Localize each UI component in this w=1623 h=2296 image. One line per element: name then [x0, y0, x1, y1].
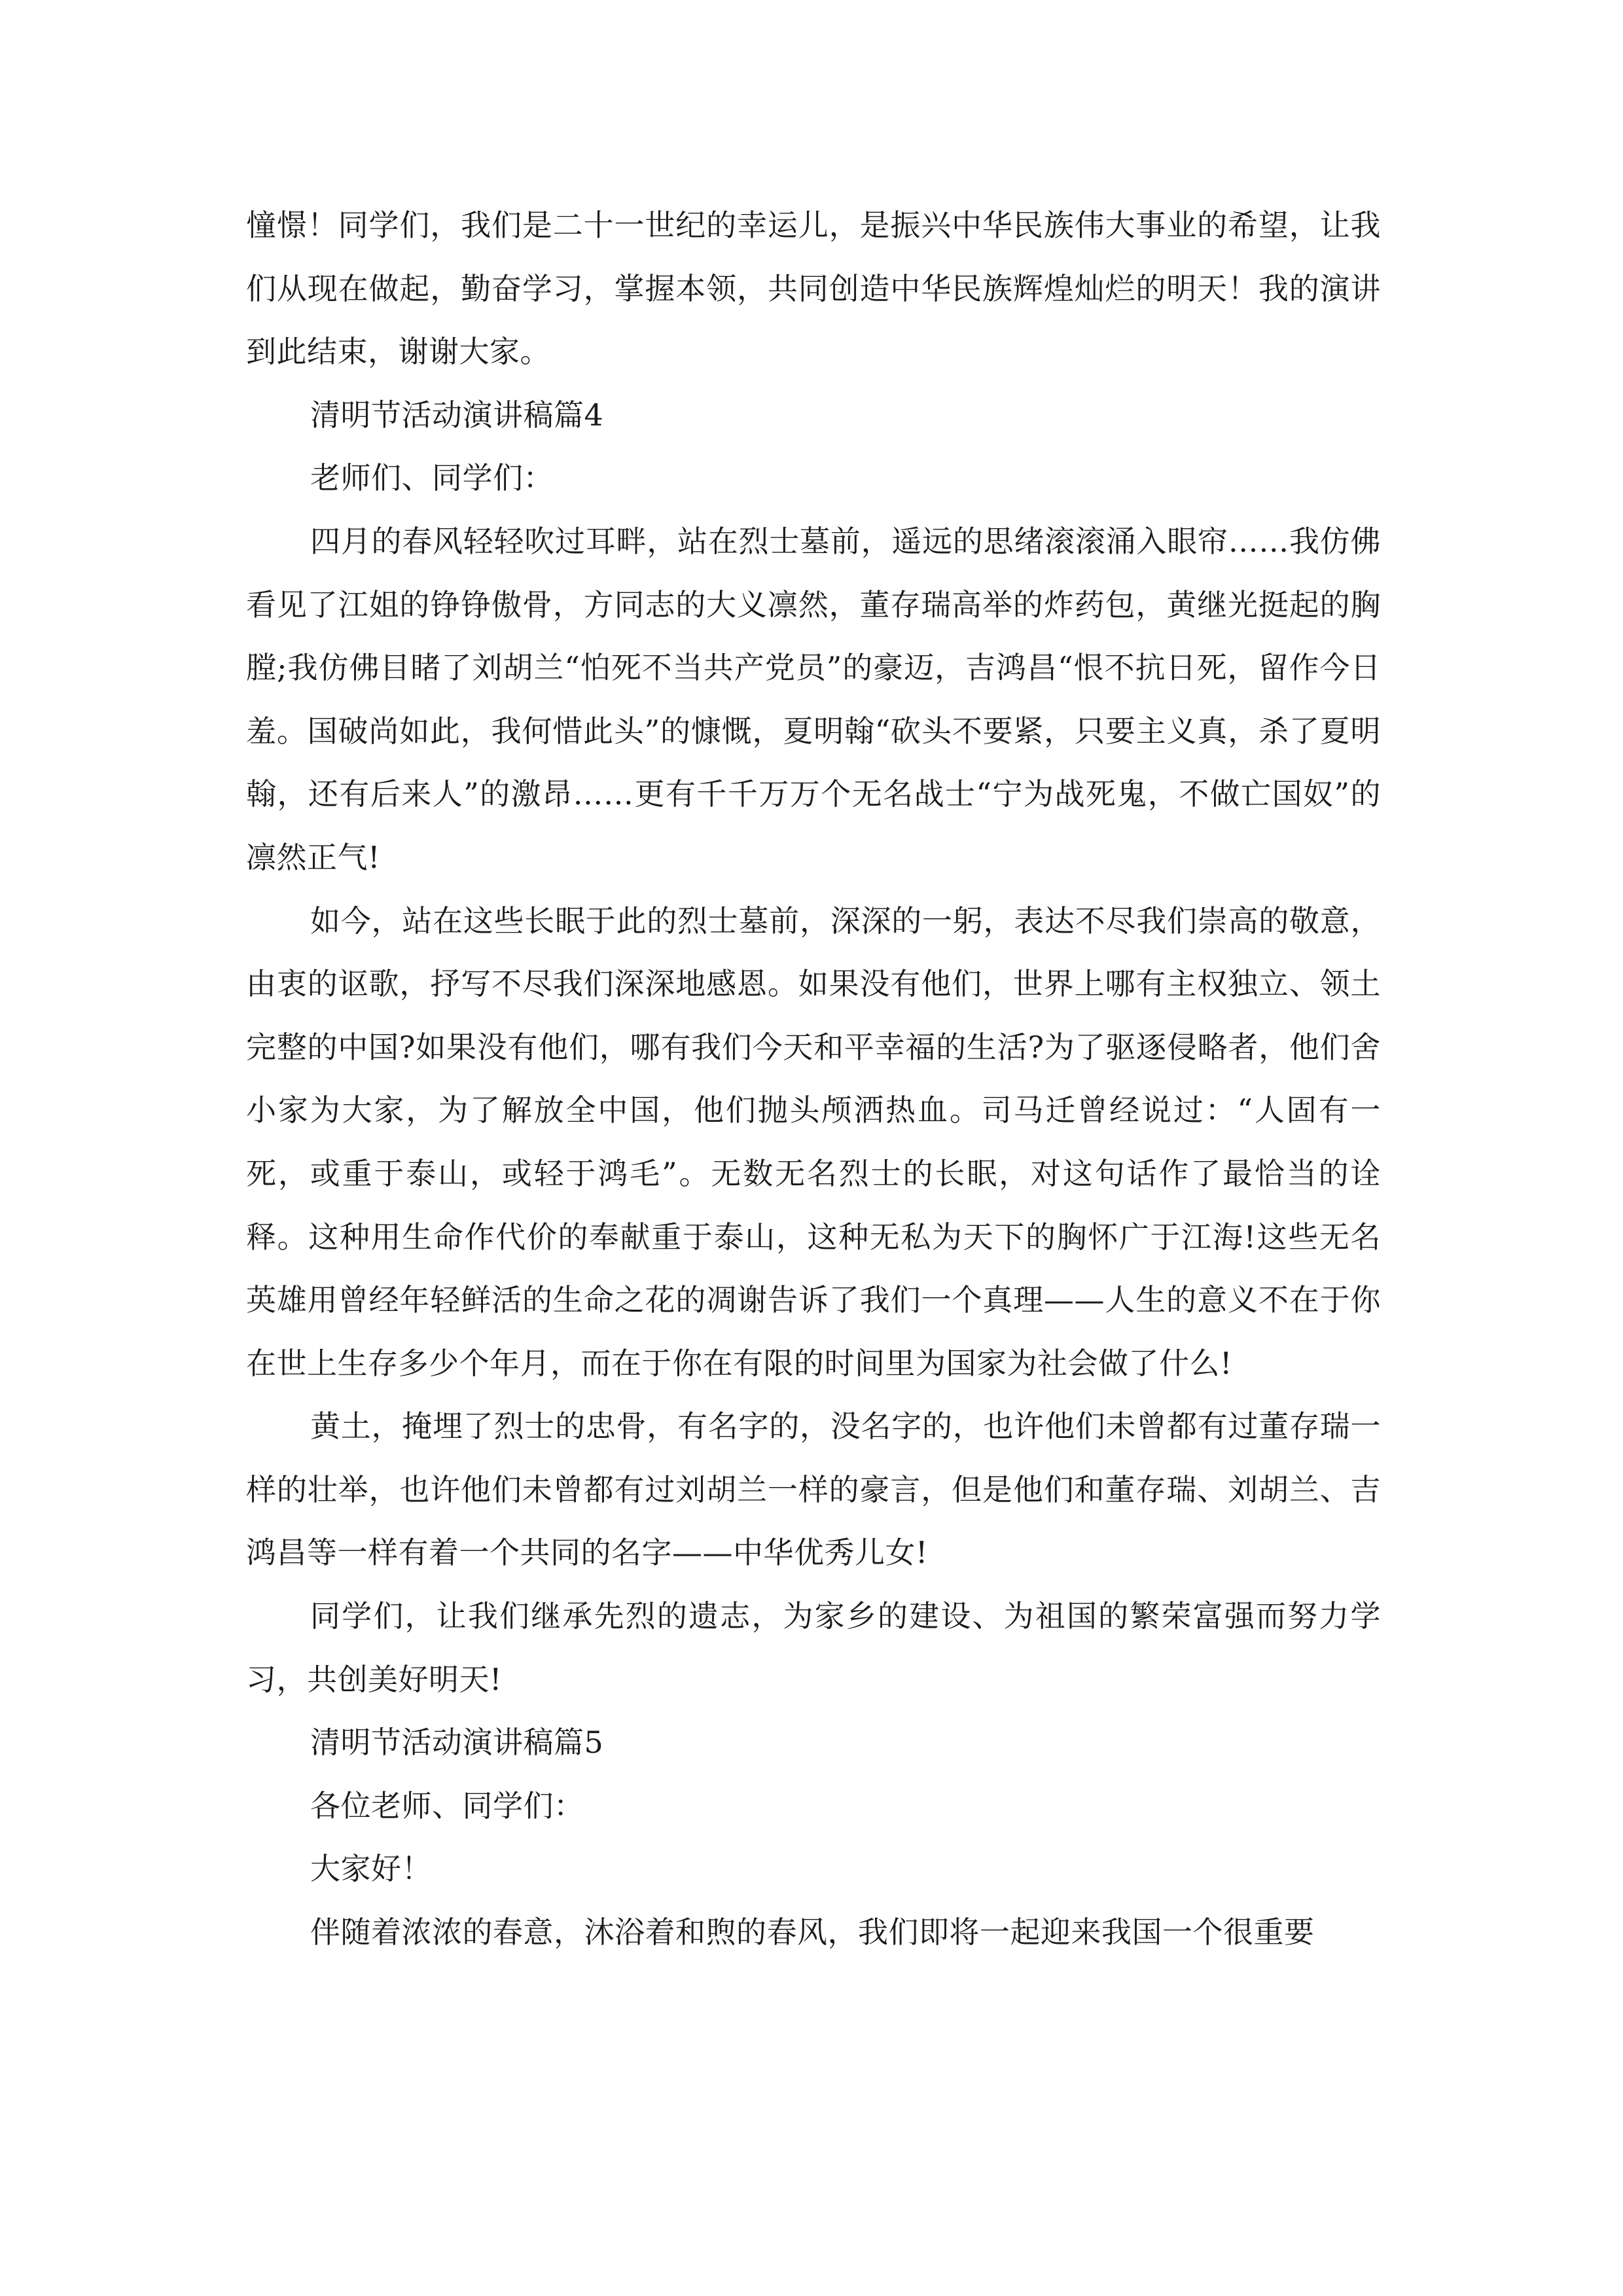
paragraph-body: 四月的春风轻轻吹过耳畔，站在烈士墓前，遥远的思绪滚滚涌入眼帘……我仿佛看见了江姐的铮铮傲骨，方同志的大义凛然，董存瑞高举的炸药包，黄继光挺起的胸膛;我仿佛目睹了刘胡兰“怕死不当共产党员”的豪迈，吉鸿昌“恨不抗日死，留作今日羞。国破尚如此，我何惜此头”的慷慨，夏明翰“砍头不要紧，只要主义真，杀了夏明翰，还有后来人”的激昂……更有千千万万个无名战士“宁为战死鬼，不做亡国奴”的凛然正气!: [246, 523, 1381, 875]
section-heading-5: 清明节活动演讲稿篇5: [310, 1725, 604, 1761]
section-heading-4: 清明节活动演讲稿篇4: [310, 397, 604, 433]
paragraph-body: 如今，站在这些长眠于此的烈士墓前，深深的一躬，表达不尽我们崇高的敬意，由衷的讴歌，抒写不尽我们深深地感恩。如果没有他们，世界上哪有主权独立、领土完整的中国?如果没有他们，哪有我们今天和平幸福的生活?为了驱逐侵略者，他们舍小家为大家，为了解放全中国，他们抛头颅洒热血。司马迁曾经说过：“人固有一死，或重于泰山，或轻于鸿毛”。无数无名烈士的长眠，对这句话作了最恰当的诠释。这种用生命作代价的奉献重于泰山，这种无私为天下的胸怀广于江海!这些无名英雄用曾经年轻鲜活的生命之花的凋谢告诉了我们一个真理——人生的意义不在于你在世上生存多少个年月，而在于你在有限的时间里为国家为社会做了什么!: [246, 903, 1381, 1381]
paragraph-body: 伴随着浓浓的春意，沐浴着和煦的春风，我们即将一起迎来我国一个很重要: [310, 1914, 1315, 1950]
document-body: [246, 194, 1381, 1964]
salutation-4: 老师们、同学们：: [310, 460, 554, 496]
salutation-5: 各位老师、同学们：: [310, 1787, 584, 1823]
paragraph-body: 同学们，让我们继承先烈的遗志，为家乡的建设、为祖国的繁荣富强而努力学习，共创美好明天!: [246, 1598, 1381, 1697]
greeting: 大家好！: [310, 1851, 432, 1887]
paragraph-body: 黄土，掩埋了烈士的忠骨，有名字的，没名字的，也许他们未曾都有过董存瑞一样的壮举，也许他们未曾都有过刘胡兰一样的豪言，但是他们和董存瑞、刘胡兰、吉鸿昌等一样有着一个共同的名字——中华优秀儿女!: [246, 1408, 1381, 1571]
paragraph-continuation: 憧憬！同学们，我们是二十一世纪的幸运儿，是振兴中华民族伟大事业的希望，让我们从现在做起，勤奋学习，掌握本领，共同创造中华民族辉煌灿烂的明天！我的演讲到此结束，谢谢大家。: [246, 207, 1381, 370]
